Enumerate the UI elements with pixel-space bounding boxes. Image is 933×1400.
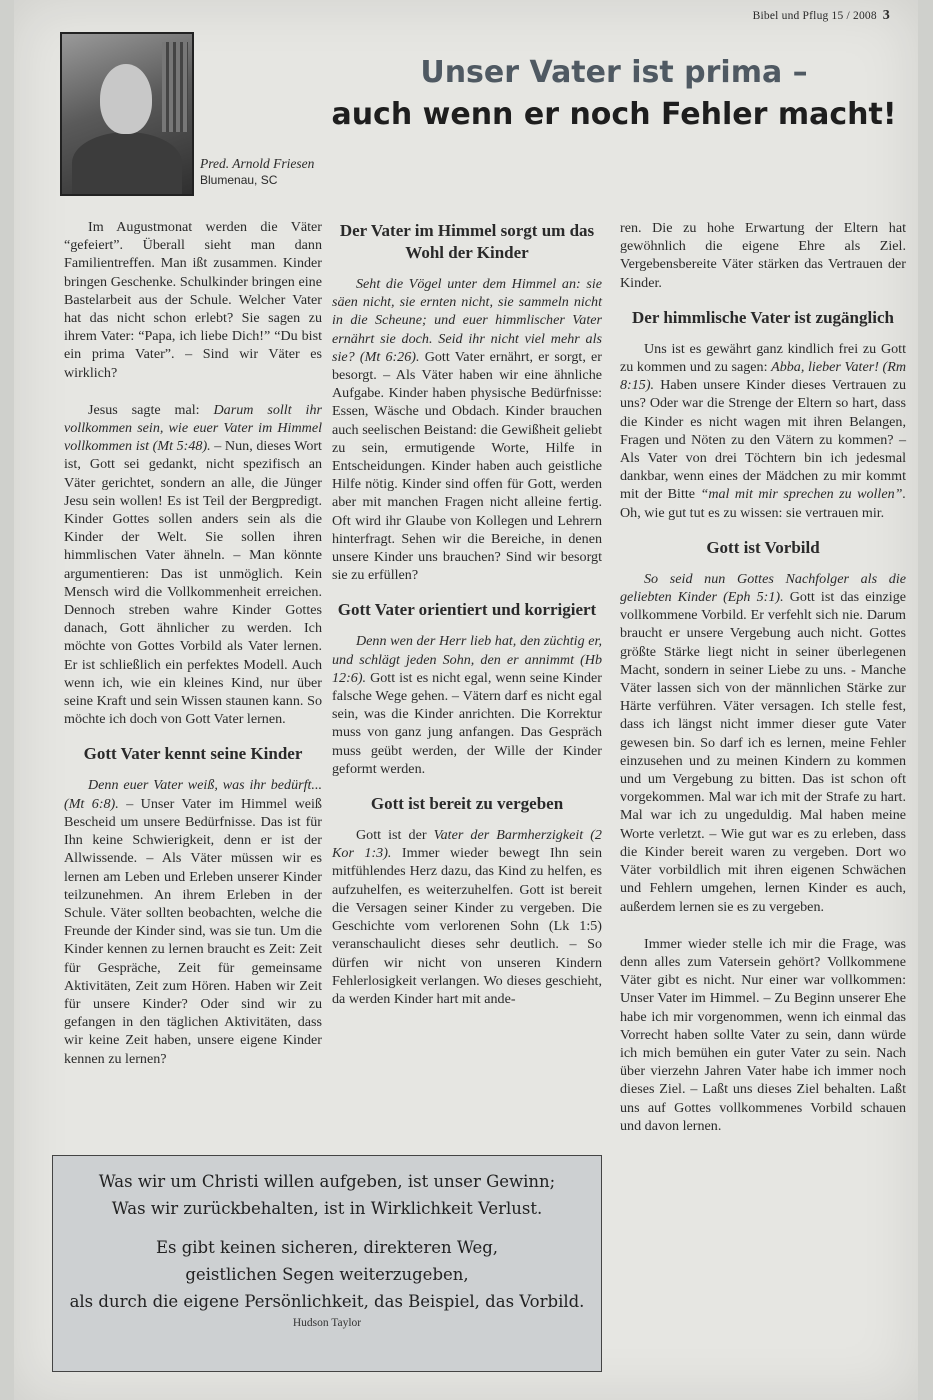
bible-quote: Seht die Vögel unter dem Himmel an: sie säen nicht, sie ernten nicht, sie sammeln nicht in die Scheune; und euer himmlischer Vater ernährt sie doch. Seid ihr nicht viel mehr als sie? (Mt 6:26). <box>332 276 602 365</box>
bible-quote: Darum sollt ihr vollkommen sein, wie euer Vater im Himmel vollkommen ist (Mt 5:48). <box>64 401 322 455</box>
text: Haben unsere Kinder dieses Vertrauen zu uns? Oder war die Strenge der Eltern so hart, dass die Kinder es nicht wagen mit ihren Belangen, Fragen und Nöten zu den Vätern zu kommen? – Als Vater von drei Töchtern bin ich jedesmal dankbar, wenn eines der Mädchen zu mir kommt mit der Bitte <box>620 377 906 503</box>
text: Immer wieder bewegt Ihn sein mitfühlendes Herz dazu, das Kind zu helfen, es aufzuhelfen, es weiterzuhelfen. Gott ist bereit die Versagen seiner Kinder zu vergeben. Die Geschichte vom verlorenen Sohn (Lk 1:5) veranschaulicht dieses sehr deutlich. – So dürfen wir nicht von unseren Kindern Fehlerlosigkeit verlangen. Wo dieses geschieht, da werden Kinder hart mit ande- <box>332 845 602 1007</box>
paragraph: Immer wieder stelle ich mir die Frage, was denn alles zum Vatersein gehört? Vollkommene Väter gibt es nicht. Nur einer war vollkommen: Unser Vater im Himmel. – Zu Beginn unserer Ehe habe ich mir vorgenommen, wenn ich einmal das Vorrecht haben sollte Vater zu sein, dann würde ich mich bemühen ein guter Vater zu sein. Nach über vierzehn Jahren Vater habe ich immer noch dieses Ziel. – Laßt uns dieses Ziel behalten. Laßt uns auf Gottes vollkommenes Vorbild schauen und davon lernen. <box>620 935 906 1134</box>
author-place: Blumenau, SC <box>200 173 278 187</box>
text: Jesus sagte mal: <box>88 401 214 418</box>
quote-line: Es gibt keinen sicheren, direkteren Weg, <box>155 1238 499 1257</box>
paragraph <box>64 401 322 729</box>
section-heading: Gott Vater orientiert und korrigiert <box>337 600 597 620</box>
section-heading: Gott ist bereit zu vergeben <box>370 794 564 814</box>
quote-box <box>52 1155 602 1372</box>
paragraph: Im Augustmonat werden die Väter “gefeiert”. Überall sieht man dann Familientreffen. Man ißt zusammen. Kinder bringen Geschenke. Schulkinder bringen eine Bastelarbeit aus der Schule. Welcher Vater hat das nicht schon erlebt? Sie sagen zu ihrem Vater: “Papa, ich liebe Dich!” “Du bist ein prima Vater”. – Sind wir Väter es wirklich? <box>64 219 322 381</box>
inline-quote: “mal mit mir sprechen zu wollen”. <box>700 486 907 503</box>
section-heading: Gott ist Vorbild <box>706 537 820 557</box>
publication-info: Bibel und Pflug 15 / 2008 <box>752 10 877 22</box>
text: – Unser Vater im Himmel weiß Bescheid um unsere Bedürfnisse. Das ist für Ihn keine Schwierigkeit, denn er ist der Allwissende. – Als Väter müssen wir es lernen am Leben und Erleben unserer Kinder teilzunehmen. An ihrem Erleben in der Schule. Väter sollten beobachten, welche die Freunde der Kinder sind, was sie tun. Um die Kinder kennen zu lernen braucht es Zeit: Zeit für Gespräche, Zeit für gemeinsame Aktivitäten, Zeit zum Hören. Haben wir Zeit für unsere Kinder? Oder sind wir zu gefangen in den täglichen Aktivitäten, dass wir keine Zeit haben, unsere eigene Kinder kennen zu lernen? <box>64 795 322 1067</box>
title-line-1: Unser Vater ist prima – <box>420 55 808 90</box>
text: Oh, wie gut tut es zu wissen: sie vertrauen mir. <box>620 504 885 521</box>
bible-quote: Denn euer Vater weiß, was ihr bedürft...(Mt 6:8). <box>64 777 322 812</box>
running-head <box>753 8 890 24</box>
author-photo <box>60 32 194 196</box>
quote-line: Was wir zurückbehalten, ist in Wirklichkeit Verlust. <box>111 1199 543 1218</box>
bible-quote: So seid nun Gottes Nachfolger als die geliebten Kinder (Eph 5:1). <box>620 570 906 606</box>
text: Gott Vater ernährt, er sorgt, er besorgt. – Als Väter haben wir eine ähnliche Aufgabe. Kinder haben physische Bedürfnisse: Essen, Wäsche und Obdach. Kinder brauchen auch seelischen Beistand: die Gewißheit geliebt zu sein, ermutigende Worte, Hilfe in Entscheidungen. Kinder haben auch geistliche Hilfe nötig. Kinder sind offen für Gott, werden aber mit manchen Fragen nicht alleine fertig. Oft wird ihr Glaube von Kollegen und Lehrern hinterfragt. Sehen wir die Bereiche, in denen unsere Kinder uns brauchen? Sind wir besorgt sie zu erfüllen? <box>332 348 602 584</box>
page-number: 3 <box>882 8 890 23</box>
author-name: Pred. Arnold Friesen <box>200 156 315 171</box>
portrait-head <box>100 64 152 134</box>
paragraph <box>620 570 906 916</box>
paragraph <box>332 826 602 1008</box>
article-title <box>329 52 899 136</box>
bible-quote: Denn wen der Herr lieb hat, den züchtig er, und schlägt jeden Sohn, den er annimmt (Hb 12:6). <box>332 633 602 686</box>
text: Gott ist das einzige vollkommene Vorbild. Er verfehlt sich nie. Darum braucht er unsere Vergebung auch nicht. Gottes größte Stärke liegt nicht in seiner überlegenen Macht, sondern in seiner Liebe zu uns. - Manche Väter lassen sich von der männlichen Stärke zur Härte verführen. Väter versagen. Ich stelle fest, dass ich längst nicht immer dieser gute Vater gewesen bin. So darf ich es lernen, meine Fehler einzusehen und zu meinen Kindern zu kommen und um Vergebung zu bitten. Das ist schon oft vorgekommen. Mal war ich mit der Strafe zu hart. Mal war ich zu ungeduldig. Mal haben meine Worte verletzt. – Wie gut war es zu erleben, dass die Kinder bereit waren zu vergeben. Dort wo Väter vorbildlich mit ihren eigenen Schwächen und Fehlern umgehen, lernen Kinder es auch, außerdem lernen sie es zu vergeben. <box>620 589 906 915</box>
paragraph <box>332 632 602 778</box>
bookshelf-shape <box>162 42 188 132</box>
quote-source: Hudson Taylor <box>292 1317 362 1329</box>
text: – Nun, dieses Wort ist, Gott sei gedankt, nicht spezifisch an Väter gerichtet, sondern an alle, die Jünger Jesu sein wollen! Es ist Teil der Bergpredigt. Kinder Gottes sollen anders sein als die Kinder der Welt. Sie sollen ihren himmlischen Vater ähneln. – Man könnte argumentieren: Das ist unmöglich. Kein Mensch wird die Vollkommenheit erreichen. Dennoch streben wahre Kinder Gottes danach, Gott ähnlicher zu werden. Ich möchte von Gottes Vorbild als Vater lernen. Er ist schließlich ein perfektes Modell. Auch wenn ich, wie ein kleines Kind, nur über seine Kraft und sein Wissen staunen kann. So möchte ich doch von Gott Vater lernen. <box>64 438 322 728</box>
paragraph <box>620 340 906 522</box>
quote-line: als durch die eigene Persönlichkeit, das Beispiel, das Vorbild. <box>69 1292 585 1311</box>
title-line-2: auch wenn er noch Fehler macht! <box>331 97 897 132</box>
section-heading: Der Vater im Himmel sorgt um das Wohl der Kinder <box>339 221 595 262</box>
quote-line: Was wir um Christi willen aufgeben, ist unser Gewinn; <box>98 1172 556 1191</box>
bible-quote: Vater der Barmherzigkeit (2 Kor 1:3). <box>332 827 602 862</box>
quote-line: geistlichen Segen weiterzugeben, <box>185 1265 469 1284</box>
portrait-shoulders <box>72 132 182 194</box>
column-3 <box>620 219 906 1135</box>
text: Gott ist der <box>356 827 434 844</box>
column-1 <box>64 218 322 1068</box>
author-byline <box>200 156 314 187</box>
bible-quote: Abba, lieber Vater! (Rm 8:15). <box>620 359 906 394</box>
text: Gott ist es nicht egal, wenn seine Kinder falsche Wege gehen. – Vätern darf es nicht egal sein, was die Kinder anrichten. Die Korrektur muss von ganz jung anfangen. Das Gespräch muss geübt werden, der Wille der Kinder geformt werden. <box>332 669 602 777</box>
paragraph: ren. Die zu hohe Erwartung der Eltern hat gewöhnlich die eigene Ehre als Ziel. Vergebensbereite Väter stärken das Vertrauen der Kinder. <box>620 220 906 291</box>
section-heading: Der himmlische Vater ist zugänglich <box>632 307 894 327</box>
magazine-page <box>14 0 918 1400</box>
section-heading: Gott Vater kennt seine Kinder <box>83 744 303 764</box>
text: Uns ist es gewährt ganz kindlich frei zu Gott zu kommen und zu sagen: <box>620 340 906 376</box>
paragraph <box>64 776 322 1067</box>
paragraph <box>332 275 602 584</box>
column-2 <box>332 220 602 1008</box>
